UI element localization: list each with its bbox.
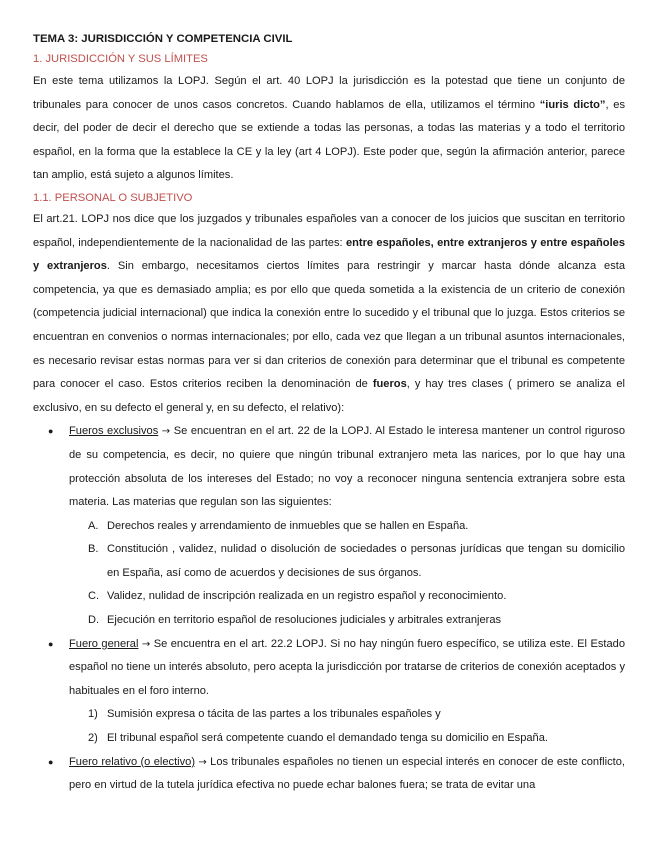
fuero-label: Fueros exclusivos [69,425,159,438]
intro-paragraph: En este tema utilizamos la LOPJ. Según el art. 40 LOPJ la jurisdicción es la potestad que tiene un conjunto de tribunales para conocer de unos casos concretos. Cuando hablamos de ella, utilizamos el término “iuris dicto”, es decir, del poder de decir el derecho que se extiende a todas las personas, a todas las materias y a todo el territorio español, en la forma que la establece la CE y la ley (art 4 LOPJ). Este poder que, según la afirmación anterior, parece tan amplio, está sujeto a algunos límites. [33,75,625,182]
subsection-heading: 1.1. PERSONAL O SUBJETIVO [33,191,193,204]
document-body [33,29,625,798]
fuero-label: Fuero relativo (o electivo) [69,755,196,768]
list-item: C. Validez, nulidad de inscripción realizada en un registro español y reconocimiento. [88,590,507,603]
list-item: D. Ejecución en territorio español de resoluciones judiciales y arbitrales extranjeras [88,614,502,627]
document-title: TEMA 3: JURISDICCIÓN Y COMPETENCIA CIVIL [33,33,293,45]
fueros-list [33,420,625,798]
body-paragraph: El art.21. LOPJ nos dice que los juzgados y tribunales españoles van a conocer de los juicios que suscitan en territorio español, independientemente de la nacionalidad de las partes: entre españoles, entre extranjeros y entre españoles y extranjeros. Sin embargo, necesitamos ciertos límites para restringir y marcar hasta dónde alcanza esta competencia, ya que es demasiado amplia; es por ello que queda sometida a la existencia de un criterio de conexión (competencia judicial internacional) que indica la conexión entre lo sucedido y el tribunal que lo juzga. Estos criterios se encuentran en convenios o normas internacionales; por ello, cada vez que llegan a un tribunal asuntos internacionales, es necesario revisar estas normas para ver si dan criterios de conexión para determinar que el tribunal es competente para conocer el caso. Estos criterios reciben la denominación de fueros, y hay tres clases ( primero se analiza el exclusivo, en su defecto el general y, en su defecto, el relativo): [33,212,625,414]
list-item: 2) El tribunal español será competente cuando el demandado tenga su domicilio en España. [88,732,548,745]
list-item-fuero-relativo: ● Fuero relativo (o electivo) → Los tribunales españoles no tienen un especial interés en conocer de este conflicto, pero en virtud de la tutela jurídica efectiva no puede echar balones fuera; se trata de evitar una [33,751,625,798]
iuris-dicto-term: “iuris dicto” [539,98,606,111]
list-item: B. Constitución , validez, nulidad o disolución de sociedades o personas jurídicas que tengan su domicilio en España, así como de acuerdos y decisiones de sus órganos. [88,543,625,579]
arrow-icon: → [141,638,151,650]
list-item: 1) Sumisión expresa o tácita de las partes a los tribunales españoles y [88,708,441,721]
list-item: A. Derechos reales y arrendamiento de inmuebles que se hallen en España. [88,519,469,532]
exclusivos-sublist [69,515,625,633]
section-heading: 1. JURISDICCIÓN Y SUS LÍMITES [33,53,208,65]
fuero-label: Fuero general [69,637,139,650]
arrow-icon: → [161,426,171,438]
general-sublist [69,703,625,750]
list-item-fuero-general: ● Fuero general → Se encuentra en el art. 22.2 LOPJ. Si no hay ningún fuero específico, se utiliza este. El Estado español no tiene un interés absoluto, pero acepta la jurisdicción por tratarse de criterios de conexión aceptados y habituales en el foro interno. 1) Sumisión expresa o tácita de las partes a los tribunales españoles y 2) El tribunal español será competente cuando el demandado tenga su domicilio en España. [33,633,625,751]
arrow-icon: → [198,756,207,768]
list-item-fueros-exclusivos: ● Fueros exclusivos → Se encuentran en el art. 22 de la LOPJ. Al Estado le interesa mantener un control riguroso de su competencia, es decir, no quiere que ningún tribunal extranjero meta las narices, por lo que hay una protección absoluta de los intereses del Estado; no voy a reconocer ninguna sentencia extranjera sobre esta materia. Las materias que regulan son las siguientes: A. Derechos reales y arrendamiento de inmuebles que se hallen en España. B. Constitución , validez, nulidad o disolución de sociedades o personas jurídicas que tengan su domicilio en España, así como de acuerdos y decisiones de sus órganos. C. Validez, nulidad de inscripción realizada en un registro español y reconocimiento. D. Ejecución en territorio español de resoluciones judiciales y arbitrales extranjeras [33,420,625,632]
